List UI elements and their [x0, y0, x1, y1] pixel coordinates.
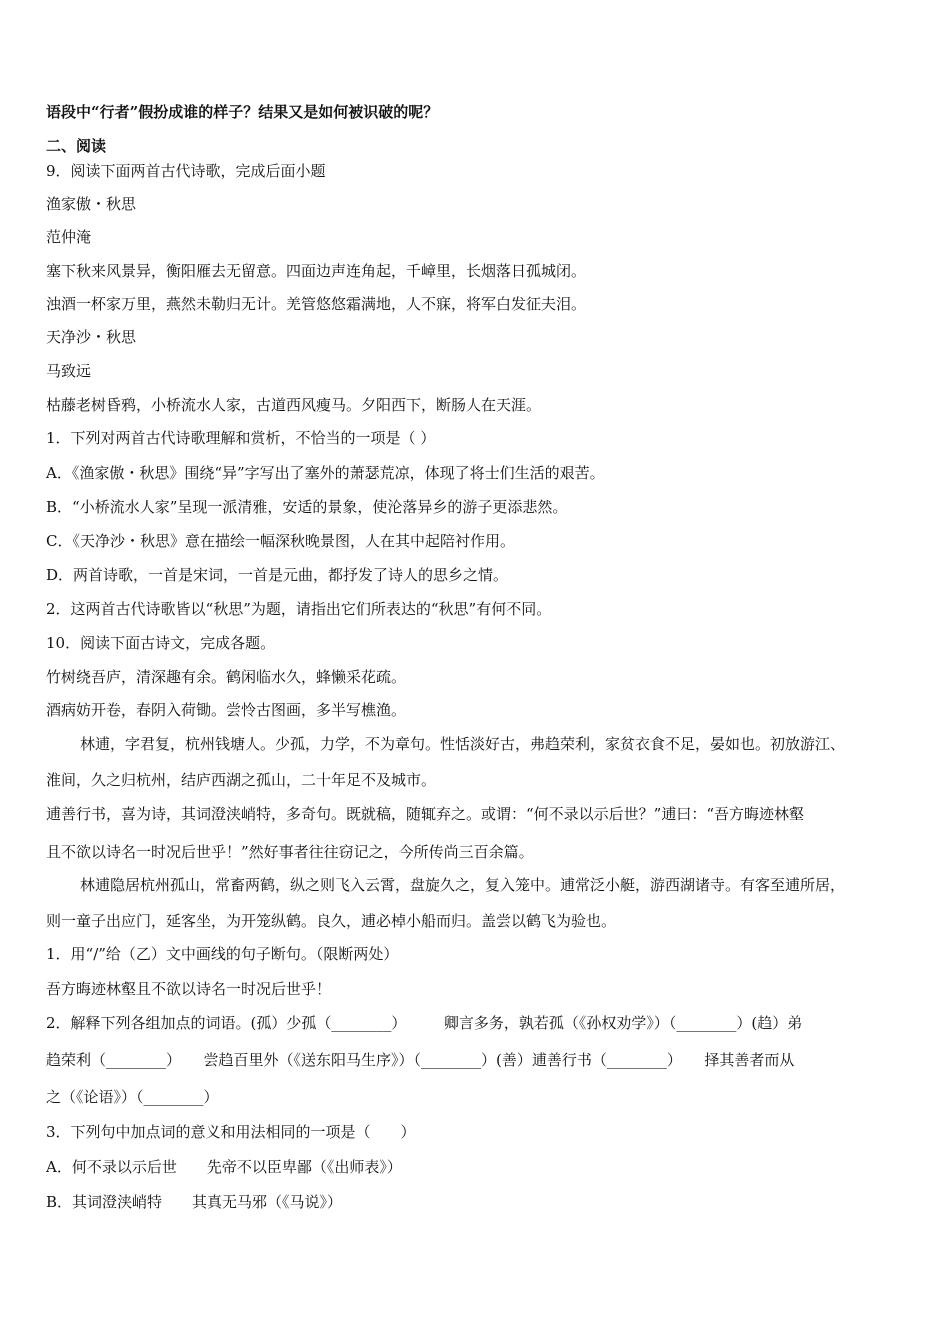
poem2-text: 枯藤老树昏鸦，小桥流水人家，古道西风瘦马。夕阳西下，断肠人在天涯。 [46, 396, 542, 414]
q10-2-line1: 2．解释下列各组加点的词语。(孤）少孤（________） 卿言多务，孰若孤（《孙权劝学》）（________）(趋）弟 [46, 1014, 803, 1032]
q10-3-option-b: B．其词澄浃峭特 其真无马邪（《马说》） [46, 1193, 343, 1211]
passage-para3-line1: 林逋隐居杭州孤山，常畜两鹤，纵之则飞入云霄，盘旋久之，复入笼中。逋常泛小艇，游西湖诸寺。有客至逋所居， [80, 876, 846, 894]
poem1-line2: 浊酒一杯家万里，燕然未勒归无计。羌管悠悠霜满地，人不寐，将军白发征夫泪。 [46, 295, 587, 313]
q10-2-line3: 之（《论语》）（________） [46, 1088, 219, 1106]
passage-para2-line1: 逋善行书，喜为诗，其词澄浃峭特，多奇句。既就稿，随辄弃之。或谓：“何不录以示后世？”逋曰：“吾方晦迹林壑 [46, 805, 805, 823]
passage-para3-line2: 则一童子出应门，延客坐，为开笼纵鹤。良久，逋必棹小船而归。盖尝以鹤飞为验也。 [46, 912, 617, 930]
poem3-line2: 酒病妨开卷，春阴入荷锄。尝怜古图画，多半写樵渔。 [46, 701, 407, 719]
poem1-line1: 塞下秋来风景异，衡阳雁去无留意。四面边声连角起，千嶂里，长烟落日孤城闭。 [46, 262, 587, 280]
question-9-prompt: 9．阅读下面两首古代诗歌，完成后面小题 [46, 162, 326, 180]
q9-1-option-b: B．“小桥流水人家”呈现一派清雅，安适的景象，使沦落异乡的游子更添悲然。 [46, 498, 568, 516]
passage-para1-line2: 淮间，久之归杭州，结庐西湖之孤山，二十年足不及城市。 [46, 771, 437, 789]
q9-1-option-a: A．《渔家傲・秋思》围绕“异”字写出了塞外的萧瑟荒凉，体现了将士们生活的艰苦。 [46, 464, 605, 482]
section-heading-reading: 二、阅读 [46, 137, 107, 155]
q9-1-option-c: C．《天净沙・秋思》意在描绘一幅深秋晚景图，人在其中起陪衬作用。 [46, 532, 515, 550]
passage-para2-line2: 且不欲以诗名一时况后世乎！”然好事者往往窃记之，今所传尚三百余篇。 [46, 843, 534, 861]
poem1-title: 渔家傲・秋思 [46, 195, 137, 213]
question-10-prompt: 10．阅读下面古诗文，完成各题。 [46, 634, 276, 652]
poem2-title: 天净沙・秋思 [46, 328, 137, 346]
poem3-line1: 竹树绕吾庐，清深趣有余。鹤闲临水久，蜂懒采花疏。 [46, 668, 407, 686]
poem1-author: 范仲淹 [46, 228, 92, 246]
q10-1-stem: 1．用“/”给（乙）文中画线的句子断句。（限断两处） [46, 945, 399, 963]
q10-1-sentence: 吾方晦迹林壑且不欲以诗名一时况后世乎！ [46, 980, 332, 998]
poem2-author: 马致远 [46, 362, 92, 380]
q9-2-stem: 2．这两首古代诗歌皆以“秋思”为题，请指出它们所表达的“秋思”有何不同。 [46, 600, 552, 618]
q10-2-line2: 趋荣利（________） 尝趋百里外（《送东阳马生序》）（________）(善）逋善行书（________） 择其善者而从 [46, 1051, 795, 1069]
intro-question: 语段中“行者”假扮成谁的样子？结果又是如何被识破的呢？ [46, 103, 439, 121]
passage-para1-line1: 林逋，字君复，杭州钱塘人。少孤，力学，不为章句。性恬淡好古，弗趋荣利，家贫衣食不足，晏如也。初放游江、 [80, 735, 846, 753]
q9-1-stem: 1．下列对两首古代诗歌理解和赏析，不恰当的一项是（ ） [46, 429, 436, 447]
q9-1-option-d: D．两首诗歌，一首是宋词，一首是元曲，都抒发了诗人的思乡之情。 [46, 566, 509, 584]
q10-3-stem: 3．下列句中加点词的意义和用法相同的一项是（ ） [46, 1123, 416, 1141]
q10-3-option-a: A．何不录以示后世 先帝不以臣卑鄙（《出师表》） [46, 1158, 402, 1176]
